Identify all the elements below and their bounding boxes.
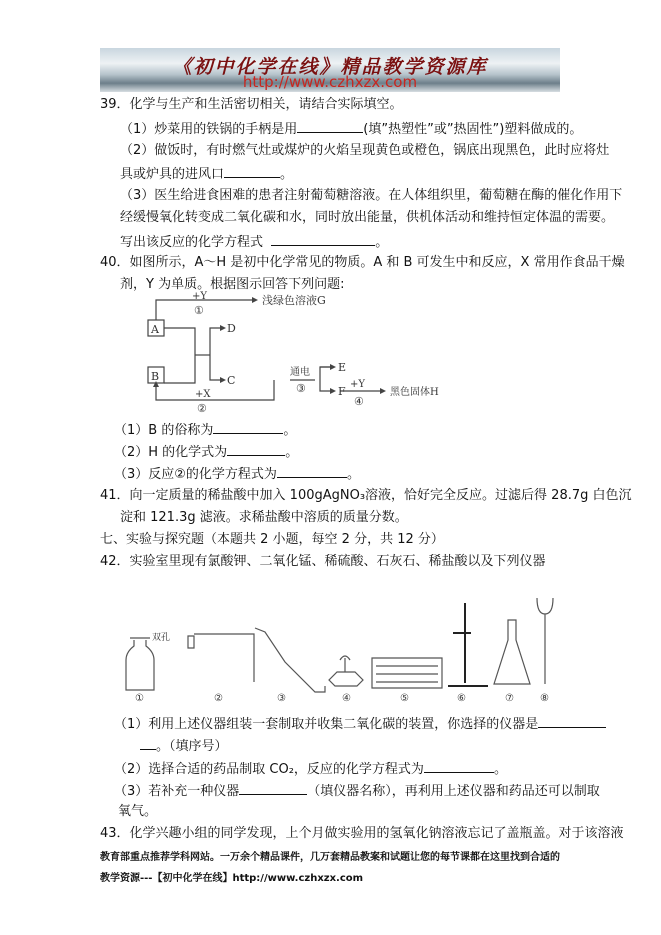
q42-part3-cont: 氧气。 [118,804,158,819]
label-reaction-3: ③ [296,382,306,395]
delivery-tube-straight [188,634,254,682]
footer-line1: 教育部重点推荐学科网站。一万余个精品课件，几万套精品教案和试题让您的每节课都在这里找到合适的 [100,852,560,863]
label-plus-x: +X [195,389,211,400]
q40-part2 [114,443,298,461]
reaction-diagram [140,291,439,415]
text: （3）反应②的化学方程式为 [114,467,277,482]
apparatus-figure [120,578,560,703]
q39-part2-cont [120,165,293,183]
q39-part3-cont: 经缓慢氧化转变成二氧化碳和水，同时放出能量，供机体活动和维持恒定体温的需要。 [120,210,615,225]
label-b: B [151,370,160,383]
apparatus-label-5: ⑤ [400,693,409,704]
alcohol-lamp [329,656,363,686]
text: 。 [285,445,299,460]
text: 。（填序号） [156,739,228,754]
q42-part3 [114,782,600,800]
text: 。 [346,467,360,482]
text: 。 [280,167,294,182]
label-e: E [338,361,347,374]
label-g: 浅绿色溶液G [262,294,326,307]
q39-part2: （2）做饭时，有时燃气灶或煤炉的火焰呈现黄色或橙色，锅底出现黑色，此时应将灶 [120,143,610,158]
text: （3）若补充一种仪器 [114,784,240,799]
apparatus-label-3: ③ [277,693,286,704]
q42-part2 [114,760,507,778]
q40-part3 [114,465,360,483]
answer-blank[interactable] [239,782,307,795]
q42-stem: 42．实验室里现有氯酸钾、二氧化锰、稀硫酸、石灰石、稀盐酸以及下列仪器 [100,554,546,569]
apparatus-label-8: ⑧ [540,693,549,704]
q39-stem: 39．化学与生产和生活密切相关，请结合实际填空。 [100,97,403,112]
header-banner [100,48,560,92]
text: 。 [283,423,297,438]
q39-part3: （3）医生给进食困难的患者注射葡萄糖溶液。在人体组织里，葡萄糖在酶的催化作用下 [120,188,623,203]
answer-blank-cont[interactable] [140,737,156,750]
q40-part1 [114,421,296,439]
text: 具或炉具的进风口 [120,167,225,182]
label-plus-y1: +Y [192,291,207,302]
answer-blank[interactable] [224,165,280,178]
long-neck-funnel [537,598,553,684]
text: （2）H 的化学式为 [114,445,228,460]
gas-bottle [126,638,154,690]
answer-blank[interactable] [277,465,347,478]
apparatus-label-1: ① [135,693,144,704]
delivery-tube-bent [255,628,325,692]
label-c: C [227,374,236,387]
q39-part3-eq [120,233,388,251]
text: （1）利用上述仪器组装一套制取并收集二氧化碳的装置，你选择的仪器是 [114,717,539,732]
q41-line1: 41．向一定质量的稀盐酸中加入 100gAgNO₃溶液，恰好完全反应。过滤后得 28.7g 白色沉 [100,488,632,503]
apparatus-label-2: ② [214,693,223,704]
text: （2）选择合适的药品制取 CO₂，反应的化学方程式为 [114,762,424,777]
apparatus-label-7: ⑦ [505,693,514,704]
banner-url[interactable]: http://www.czhxzx.com [242,73,418,91]
text: （1）B 的俗称为 [114,423,214,438]
text: 。 [375,235,389,250]
label-reaction-4: ④ [354,395,364,408]
text: 。 [493,762,507,777]
answer-blank[interactable] [271,233,375,246]
section-7-heading: 七、实验与探究题（本题共 2 小题，每空 2 分，共 12 分） [100,532,444,547]
label-a: A [151,323,159,336]
q40-stem: 40．如图所示，A～H 是初中化学常见的物质。A 和 B 可发生中和反应，X 常用作食品干燥 [100,255,625,270]
q39-part1 [120,120,582,138]
label-reaction-2: ② [197,402,207,415]
label-f: F [338,385,346,398]
q41-line2: 淀和 121.3g 滤液。求稀盐酸中溶质的质量分数。 [120,510,408,525]
banner-title: 《初中化学在线》精品教学资源库 [172,56,488,78]
conical-flask [494,620,530,684]
label-reaction-1: ① [194,304,204,317]
label-plus-y2: +Y [350,379,365,390]
answer-blank[interactable] [297,120,363,133]
q42-part1 [114,715,606,733]
answer-blank[interactable] [227,443,285,456]
apparatus-label-4: ④ [342,693,351,704]
answer-blank[interactable] [213,421,283,434]
q42-part1-cont [140,737,228,755]
stopper-label: 双孔 [152,633,171,643]
iron-stand [448,603,488,686]
water-trough [372,658,442,688]
footer-line2[interactable]: 教学资源---【初中化学在线】http://www.czhxzx.com [100,873,364,884]
text: (填”热塑性”或”热固性”)塑料做成的。 [363,122,583,137]
text: （1）炒菜用的铁锅的手柄是用 [120,122,298,137]
text: （填仪器名称），再利用上述仪器和药品还可以制取 [307,784,600,799]
label-electrolysis: 通电 [290,367,310,378]
apparatus-label-6: ⑥ [457,693,466,704]
q40-stem-cont: 剂，Y 为单质。根据图示回答下列问题: [120,277,345,292]
text: 写出该反应的化学方程式 [120,235,264,250]
label-h: 黑色固体H [390,387,439,398]
q43-line1: 43．化学兴趣小组的同学发现，上个月做实验用的氢氧化钠溶液忘记了盖瓶盖。对于该溶液 [100,826,624,841]
answer-blank[interactable] [424,760,494,773]
label-d: D [227,322,236,335]
answer-blank[interactable] [538,715,606,728]
